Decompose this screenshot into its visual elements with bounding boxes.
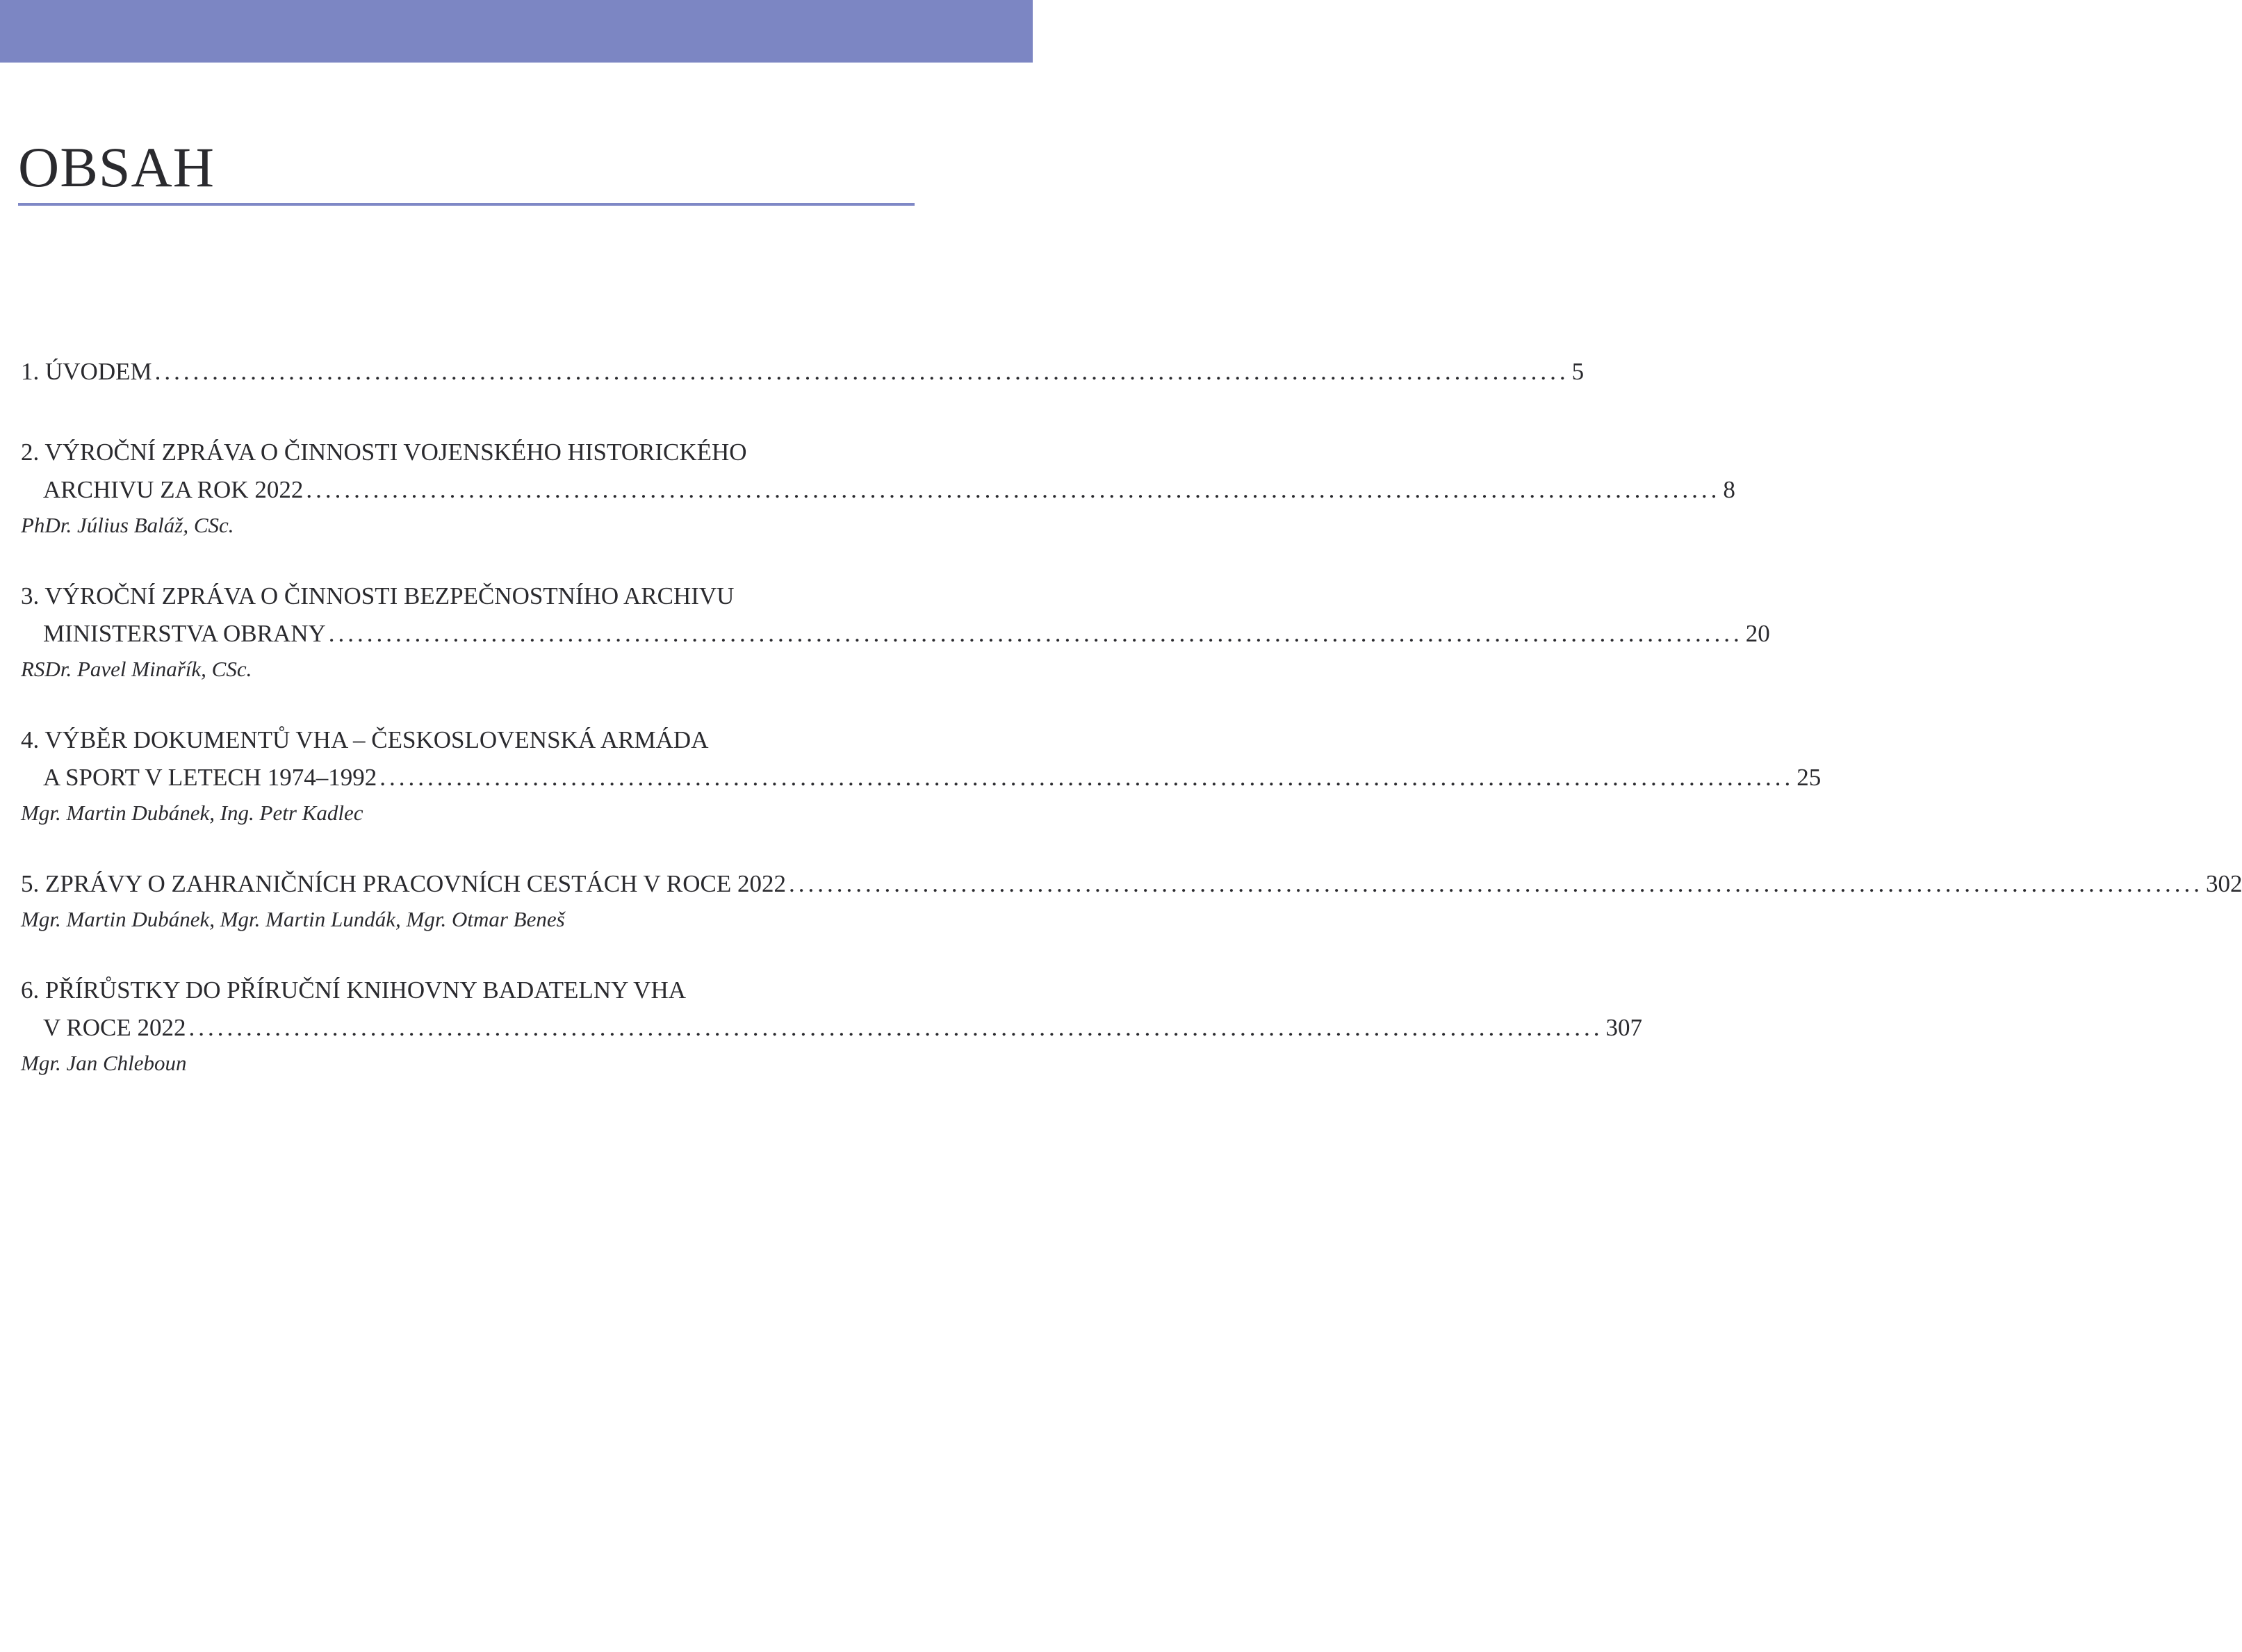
dot-leader: .................................................................................................................................................... [154,358,1569,385]
toc-entry-line [21,615,1770,653]
toc-entry-title-continued: ARCHIVU ZA ROK 2022 [43,476,304,503]
toc-entry-title-continued: MINISTERSTVA OBRANY [43,620,326,647]
toc-page-number: 20 [1745,620,1770,647]
toc-entry-authors: Mgr. Martin Dubánek, Mgr. Martin Lundák, Mgr. Otmar Beneš [21,907,565,931]
toc-entry-authors: PhDr. Július Baláž, CSc. [21,513,234,537]
toc-page-number: 8 [1723,476,1735,503]
dot-leader: .................................................................................................................................................... [788,870,2203,897]
toc-entry-title: 2. VÝROČNÍ ZPRÁVA O ČINNOSTI VOJENSKÉHO HISTORICKÉHO [21,439,747,466]
toc-entry-title: 1. ÚVODEM [21,358,152,385]
toc-entry-title: 3. VÝROČNÍ ZPRÁVA O ČINNOSTI BEZPEČNOSTNÍHO ARCHIVU [21,582,735,610]
toc-entry-title-continued: A SPORT V LETECH 1974–1992 [43,764,377,791]
dot-leader: .................................................................................................................................................... [188,1014,1603,1041]
toc-entry[interactable] [21,578,1770,686]
toc-entry-title: 6. PŘÍRŮSTKY DO PŘÍRUČNÍ KNIHOVNY BADATELNY VHA [21,976,687,1004]
toc-page-number: 5 [1571,358,1585,385]
toc-page-number: 25 [1797,764,1822,791]
toc-page-number: 307 [1605,1014,1642,1041]
toc-entry-authors: RSDr. Pavel Minařík, CSc. [21,657,252,681]
toc-entry-line [21,353,1585,391]
toc-entry[interactable] [21,434,1735,542]
table-of-contents [21,353,2242,1115]
toc-entry-line [21,865,2242,903]
toc-entry-authors: Mgr. Martin Dubánek, Ing. Petr Kadlec [21,801,363,825]
page-title: OBSAH [18,136,215,199]
toc-entry[interactable] [21,721,1822,830]
toc-entry-line [21,471,1735,509]
dot-leader: .................................................................................................................................................... [306,476,1721,503]
toc-entry-title-continued: V ROCE 2022 [43,1014,186,1041]
header-color-band [0,0,1033,63]
title-underline [18,203,915,206]
dot-leader: .................................................................................................................................................... [379,764,1794,791]
toc-page-number: 302 [2205,870,2242,897]
toc-entry-title: 5. ZPRÁVY O ZAHRANIČNÍCH PRACOVNÍCH CESTÁCH V ROCE 2022 [21,870,786,897]
toc-entry-authors: Mgr. Jan Chleboun [21,1051,187,1075]
toc-entry-line [21,759,1822,796]
toc-entry-line [21,1009,1642,1047]
toc-entry-title: 4. VÝBĚR DOKUMENTŮ VHA – ČESKOSLOVENSKÁ ARMÁDA [21,726,709,753]
dot-leader: .................................................................................................................................................... [328,620,1743,647]
toc-entry[interactable] [21,353,1585,391]
toc-entry[interactable] [21,972,1642,1080]
toc-entry[interactable] [21,865,2242,936]
